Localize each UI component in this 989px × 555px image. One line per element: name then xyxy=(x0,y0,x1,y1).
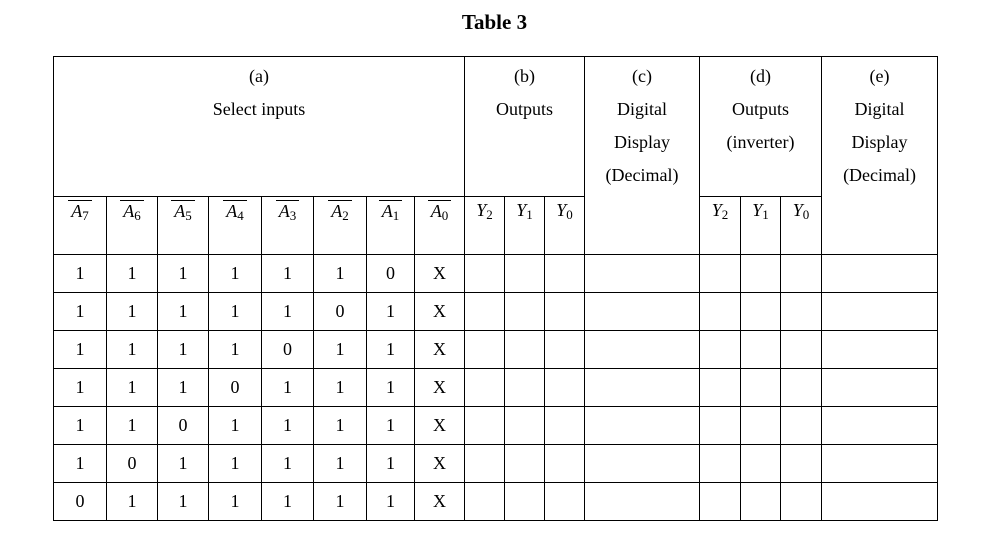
col-header-a5: $A_5$ xyxy=(158,197,209,255)
input-cell: 1 xyxy=(107,255,158,293)
inverter-output-cell[interactable] xyxy=(781,483,822,521)
input-cell: 1 xyxy=(314,445,367,483)
input-cell: 1 xyxy=(107,483,158,521)
input-cell: 1 xyxy=(262,293,314,331)
group-e-label-line2: Display xyxy=(851,132,908,152)
output-cell[interactable] xyxy=(545,293,585,331)
table-row xyxy=(54,369,938,407)
output-cell[interactable] xyxy=(545,445,585,483)
display-cell[interactable] xyxy=(822,369,938,407)
input-cell: 1 xyxy=(262,255,314,293)
input-cell: 1 xyxy=(367,331,415,369)
group-e-header xyxy=(822,57,938,255)
col-header-y1: $Y_1$ xyxy=(505,197,545,255)
group-c-letter: (c) xyxy=(632,66,653,86)
input-cell: 0 xyxy=(314,293,367,331)
inverter-output-cell[interactable] xyxy=(741,445,781,483)
input-cell: 1 xyxy=(367,483,415,521)
col-header-a6: $A_6$ xyxy=(107,197,158,255)
inverter-output-cell[interactable] xyxy=(700,369,741,407)
inverter-output-cell[interactable] xyxy=(741,369,781,407)
display-cell[interactable] xyxy=(585,445,700,483)
input-cell: 1 xyxy=(158,369,209,407)
input-cell: 1 xyxy=(107,369,158,407)
output-cell[interactable] xyxy=(465,369,505,407)
column-label-row xyxy=(54,197,938,255)
output-cell[interactable] xyxy=(505,483,545,521)
input-cell: X xyxy=(415,445,465,483)
input-cell: 0 xyxy=(209,369,262,407)
display-cell[interactable] xyxy=(822,483,938,521)
group-d-letter: (d) xyxy=(750,66,772,86)
input-cell: 1 xyxy=(54,407,107,445)
inverter-output-cell[interactable] xyxy=(741,293,781,331)
output-cell[interactable] xyxy=(465,407,505,445)
col-header-a2: $A_2$ xyxy=(314,197,367,255)
inverter-output-cell[interactable] xyxy=(700,255,741,293)
col-header-a3: $A_3$ xyxy=(262,197,314,255)
input-cell: 1 xyxy=(158,255,209,293)
input-cell: 1 xyxy=(209,483,262,521)
input-cell: 1 xyxy=(367,369,415,407)
group-b-label: Outputs xyxy=(496,99,554,119)
group-d-label-line1: Outputs xyxy=(732,99,790,119)
inverter-output-cell[interactable] xyxy=(741,331,781,369)
inverter-output-cell[interactable] xyxy=(700,445,741,483)
display-cell[interactable] xyxy=(822,293,938,331)
output-cell[interactable] xyxy=(465,445,505,483)
input-cell: 1 xyxy=(107,293,158,331)
input-cell: 1 xyxy=(262,369,314,407)
inverter-output-cell[interactable] xyxy=(741,483,781,521)
output-cell[interactable] xyxy=(465,483,505,521)
input-cell: X xyxy=(415,407,465,445)
input-cell: X xyxy=(415,331,465,369)
group-header-row xyxy=(54,57,938,197)
table-row xyxy=(54,483,938,521)
output-cell[interactable] xyxy=(505,445,545,483)
input-cell: 1 xyxy=(54,255,107,293)
input-cell: 1 xyxy=(314,331,367,369)
output-cell[interactable] xyxy=(545,255,585,293)
inverter-output-cell[interactable] xyxy=(741,255,781,293)
table-row xyxy=(54,407,938,445)
input-cell: 1 xyxy=(209,445,262,483)
input-cell: 1 xyxy=(209,331,262,369)
output-cell[interactable] xyxy=(465,255,505,293)
output-cell[interactable] xyxy=(545,369,585,407)
group-e-letter: (e) xyxy=(869,66,890,86)
input-cell: 0 xyxy=(107,445,158,483)
input-cell: 1 xyxy=(158,445,209,483)
input-cell: 1 xyxy=(54,369,107,407)
input-cell: 1 xyxy=(158,293,209,331)
col-header-a1: $A_1$ xyxy=(367,197,415,255)
inverter-output-cell[interactable] xyxy=(781,293,822,331)
input-cell: 1 xyxy=(209,293,262,331)
display-cell[interactable] xyxy=(585,369,700,407)
inverter-output-cell[interactable] xyxy=(700,407,741,445)
input-cell: X xyxy=(415,255,465,293)
group-a-label: Select inputs xyxy=(212,99,306,119)
group-c-label-line2: Display xyxy=(614,132,671,152)
table-title: Table 3 xyxy=(461,10,528,34)
col-header-inv-y0: $Y_0$ xyxy=(781,197,822,255)
inverter-output-cell[interactable] xyxy=(781,445,822,483)
table-row xyxy=(54,255,938,293)
display-cell[interactable] xyxy=(585,331,700,369)
group-a-header xyxy=(54,57,465,197)
inverter-output-cell[interactable] xyxy=(700,483,741,521)
output-cell[interactable] xyxy=(545,407,585,445)
input-cell: 1 xyxy=(209,255,262,293)
input-cell: 1 xyxy=(158,331,209,369)
group-d-label-line2: (inverter) xyxy=(726,132,795,152)
group-c-label-line3: (Decimal) xyxy=(605,165,679,185)
inverter-output-cell[interactable] xyxy=(781,369,822,407)
group-c-header xyxy=(585,57,700,255)
output-cell[interactable] xyxy=(465,293,505,331)
group-b-header xyxy=(465,57,585,197)
output-cell[interactable] xyxy=(505,369,545,407)
display-cell[interactable] xyxy=(822,255,938,293)
input-cell: 1 xyxy=(314,369,367,407)
input-cell: 1 xyxy=(209,407,262,445)
inverter-output-cell[interactable] xyxy=(781,331,822,369)
inverter-output-cell[interactable] xyxy=(781,407,822,445)
output-cell[interactable] xyxy=(545,331,585,369)
output-cell[interactable] xyxy=(465,331,505,369)
input-cell: 1 xyxy=(262,483,314,521)
input-cell: 1 xyxy=(107,407,158,445)
group-a-letter: (a) xyxy=(249,66,269,86)
input-cell: X xyxy=(415,483,465,521)
input-cell: 1 xyxy=(262,445,314,483)
inverter-output-cell[interactable] xyxy=(700,293,741,331)
table-row xyxy=(54,445,938,483)
col-header-a0: $A_0$ xyxy=(415,197,465,255)
output-cell[interactable] xyxy=(505,407,545,445)
input-cell: X xyxy=(415,369,465,407)
col-header-inv-y1: $Y_1$ xyxy=(741,197,781,255)
group-e-label-line3: (Decimal) xyxy=(843,165,917,185)
input-cell: 1 xyxy=(314,255,367,293)
output-cell[interactable] xyxy=(545,483,585,521)
table-row xyxy=(54,331,938,369)
input-cell: 1 xyxy=(367,293,415,331)
input-cell: 1 xyxy=(54,293,107,331)
inverter-output-cell[interactable] xyxy=(741,407,781,445)
input-cell: 1 xyxy=(54,445,107,483)
display-cell[interactable] xyxy=(585,255,700,293)
output-cell[interactable] xyxy=(505,293,545,331)
input-cell: 0 xyxy=(262,331,314,369)
input-cell: 1 xyxy=(107,331,158,369)
group-c-label-line1: Digital xyxy=(617,99,668,119)
table-row xyxy=(54,293,938,331)
display-cell[interactable] xyxy=(822,407,938,445)
input-cell: 0 xyxy=(54,483,107,521)
display-cell[interactable] xyxy=(822,331,938,369)
col-header-inv-y2: $Y_2$ xyxy=(700,197,741,255)
input-cell: 1 xyxy=(367,407,415,445)
input-cell: 1 xyxy=(262,407,314,445)
inverter-output-cell[interactable] xyxy=(700,331,741,369)
display-cell[interactable] xyxy=(822,445,938,483)
input-cell: 1 xyxy=(314,407,367,445)
col-header-a7: $A_7$ xyxy=(54,197,107,255)
input-cell: 0 xyxy=(367,255,415,293)
input-cell: 1 xyxy=(314,483,367,521)
group-e-label-line1: Digital xyxy=(854,99,905,119)
display-cell[interactable] xyxy=(585,407,700,445)
col-header-a4: $A_4$ xyxy=(209,197,262,255)
col-header-y0: $Y_0$ xyxy=(545,197,585,255)
input-cell: 1 xyxy=(158,483,209,521)
display-cell[interactable] xyxy=(585,483,700,521)
output-cell[interactable] xyxy=(505,331,545,369)
truth-table xyxy=(53,56,938,521)
input-cell: X xyxy=(415,293,465,331)
inverter-output-cell[interactable] xyxy=(781,255,822,293)
output-cell[interactable] xyxy=(505,255,545,293)
group-b-letter: (b) xyxy=(514,66,536,86)
input-cell: 0 xyxy=(158,407,209,445)
input-cell: 1 xyxy=(54,331,107,369)
display-cell[interactable] xyxy=(585,293,700,331)
col-header-y2: $Y_2$ xyxy=(465,197,505,255)
group-d-header xyxy=(700,57,822,197)
input-cell: 1 xyxy=(367,445,415,483)
